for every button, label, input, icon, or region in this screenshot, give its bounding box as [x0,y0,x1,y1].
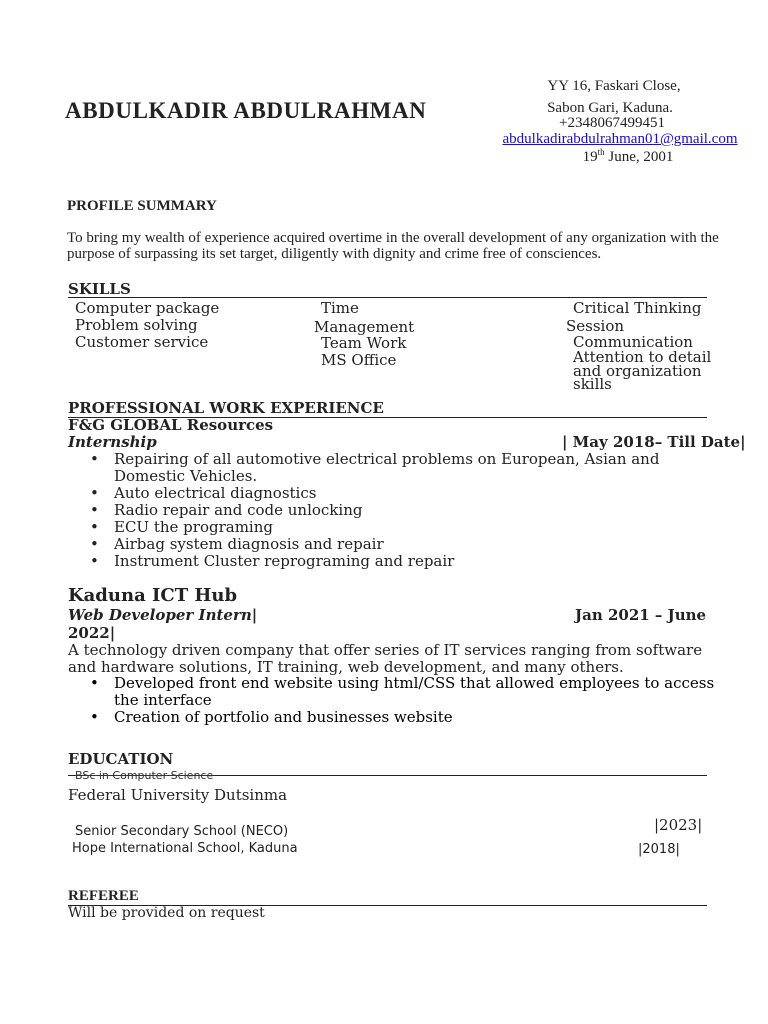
email-text[interactable]: abdulkadirabdulrahman01@gmail.com [502,131,738,147]
list-item: • Radio repair and code unlocking [90,502,659,519]
secondary-qualification: Senior Secondary School (NECO) [75,824,289,839]
skill-item: and organization [573,362,702,380]
job1-company: F&G GLOBAL Resources [68,416,274,434]
skills-divider [68,297,707,298]
profile-summary-line-2: purpose of surpassing its set target, diligently with dignity and crime free of consciences. [67,246,602,262]
list-item: • Instrument Cluster reprograming and repair [90,553,659,570]
candidate-name: ABDULKADIR ABDULRAHMAN [65,98,427,123]
skill-item: Customer service [75,333,209,351]
skill-item: Attention to detail [573,348,712,366]
dob-suffix: th [597,147,605,157]
referee-heading: REFEREE [68,888,139,904]
list-item: • Developed front end website using html/CSS that allowed employees to access [90,675,714,692]
experience-heading: PROFESSIONAL WORK EXPERIENCE [68,399,384,417]
skill-item: Session [566,317,625,335]
education-heading: EDUCATION [68,750,174,768]
skill-item: Team Work [321,334,407,352]
job1-bullet-list [90,451,659,570]
list-item: • Repairing of all automotive electrical problems on European, Asian and [90,451,659,468]
job2-role: Web Developer Intern| [68,606,258,624]
skill-item: MS Office [321,351,397,369]
email-link[interactable] [490,131,750,148]
profile-summary-line-1: To bring my wealth of experience acquired overtime in the overall development of any organization with the [67,230,719,246]
job2-description-line-1: A technology driven company that offer series of IT services ranging from software [68,641,703,659]
list-item-continuation: Domestic Vehicles. [114,467,258,485]
list-item: • ECU the programing [90,519,659,536]
skill-item: skills [573,375,612,393]
skill-item: Problem solving [75,316,198,334]
address-line-2: Sabon Gari, Kaduna. [547,100,673,116]
list-item: • Airbag system diagnosis and repair [90,536,659,553]
job2-company: Kaduna ICT Hub [68,585,238,606]
dob-day: 19 [582,149,598,165]
referee-text: Will be provided on request [68,905,265,921]
list-item-continuation: the interface [114,691,212,709]
date-of-birth [498,147,758,166]
skill-item: Management [314,318,415,336]
job1-dates: | May 2018– Till Date| [562,433,746,451]
university-year: |2023| [654,816,703,834]
list-item [90,468,659,485]
list-item: • Creation of portfolio and businesses website [90,709,714,726]
phone-number: +2348067499451 [559,115,665,131]
job2-bullet-list [90,675,714,726]
secondary-school-name: Hope International School, Kaduna [72,841,298,856]
skill-item: Communication [573,333,693,351]
degree-title: BSc in Computer Science [75,769,214,782]
skill-item: Computer package [75,299,220,317]
job2-dates-end: 2022| [68,624,116,642]
list-item [90,692,714,709]
dob-rest: June, 2001 [604,149,674,165]
university-name: Federal University Dutsinma [68,786,288,804]
job1-role: Internship [68,433,157,451]
secondary-school-year: |2018| [638,842,680,857]
job2-dates-start: Jan 2021 – June [575,606,707,624]
job2-description-line-2: and hardware solutions, IT training, web development, and many others. [68,658,624,676]
list-item: • Auto electrical diagnostics [90,485,659,502]
profile-summary-heading: PROFILE SUMMARY [67,198,217,214]
skill-item: Time [321,299,359,317]
address-line-1: YY 16, Faskari Close, [547,78,681,94]
skill-item: Critical Thinking [573,299,702,317]
skills-heading: SKILLS [68,280,131,298]
